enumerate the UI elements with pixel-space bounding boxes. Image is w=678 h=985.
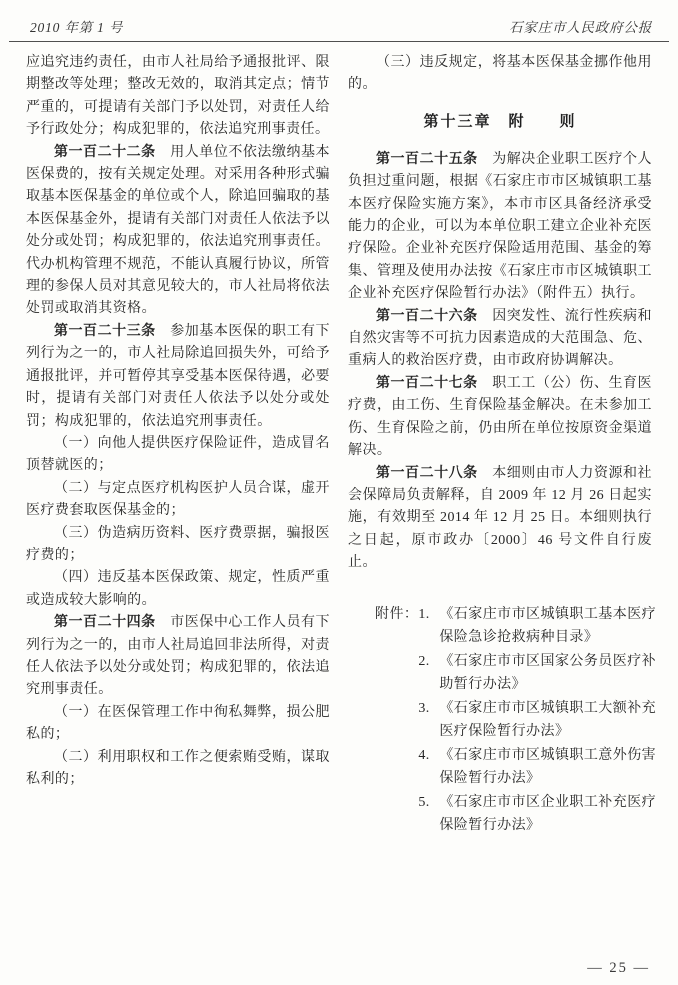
paragraph: 第一百二十七条 职工工（公）伤、生育医疗费，由工伤、生育保险基金解决。在未参加工伤、生育保险之前，仍由所在单位按原资金渠道解决。 [348, 375, 652, 459]
attachment-item [418, 791, 658, 838]
paragraph: 第一百二十五条 为解决企业职工医疗个人负担过重问题，根据《石家庄市市区城镇职工基本医疗保险实施方案》，本市市区具备经济承受能力的企业，可以为本单位职工建立企业补充医疗保险。企业补充医疗保险适用范围、基金的筹集、管理及使用办法按《石家庄市市区城镇职工企业补充医疗保险暂行办法》（附件五）执行。 [348, 151, 652, 302]
paragraph: 应追究违约责任，由市人社局给予通报批评、限期整改等处理；整改无效的，取消其定点；情节严重的，可提请有关部门予以处罚，对责任人给予行政处分；构成犯罪的，依法追究刑事责任。 [26, 55, 330, 138]
article-number: 第一百二十四条 [54, 615, 156, 631]
attachment-number: 3. [418, 700, 430, 716]
article-number: 第一百二十七条 [376, 375, 478, 391]
paragraph: （一）向他人提供医疗保险证件，造成冒名顶替就医的； [26, 435, 330, 474]
content-columns [0, 42, 678, 838]
paragraph: 第一百二十二条 用人单位不依法缴纳基本医保费的，按有关规定处理。对采用各种形式骗取基本医保基金的单位或个人，除追回骗取的基本医保基金外，提请有关部门对责任人依法予以处分或处罚；构成犯罪的，依法追究刑事责任。代办机构管理不规范，不能认真履行协议，所管理的参保人员对其意见较大的，市人社局将依法处罚或取消其资格。 [26, 144, 330, 317]
header-gazette-title: 石家庄市人民政府公报 [509, 20, 652, 35]
attachments-label: 附件： [375, 606, 419, 622]
attachments-list [418, 603, 658, 838]
attachment-number: 5. [418, 794, 430, 810]
paragraph: 第一百二十六条 因突发性、流行性疾病和自然灾害等不可抗力因素造成的大范围急、危、重病人的救治医疗费，由市政府协调解决。 [348, 308, 652, 369]
paragraph: 第一百二十四条 市医保中心工作人员有下列行为之一的，由市人社局追回非法所得，对责任人依法予以处分或处罚；构成犯罪的，依法追究刑事责任。 [26, 615, 330, 698]
paragraph: （一）在医保管理工作中徇私舞弊，损公肥私的； [26, 704, 330, 743]
attachment-title: 《石家庄市市区国家公务员医疗补助暂行办法》 [439, 653, 657, 693]
page-header [0, 0, 678, 36]
attachment-title: 《石家庄市市区企业职工补充医疗保险暂行办法》 [439, 794, 657, 834]
attachment-item [418, 650, 658, 697]
attachment-number: 4. [418, 747, 430, 763]
article-number: 第一百二十五条 [376, 151, 478, 167]
attachment-title: 《石家庄市市区城镇职工大额补充医疗保险暂行办法》 [439, 700, 657, 740]
article-number: 第一百二十八条 [376, 465, 478, 481]
paragraph: 第一百二十八条 本细则由市人力资源和社会保障局负责解释，自 2009 年 12 月 26 日起实施，有效期至 2014 年 12 月 25 日。本细则执行之日起，原市政办〔2000〕46 号文件自行废止。 [348, 465, 652, 571]
attachments-block [348, 603, 657, 838]
paragraph: （二）与定点医疗机构医护人员合谋，虚开医疗费套取医保基金的； [26, 480, 330, 519]
paragraph: （三）伪造病历资料、医疗费票据，骗报医疗费的； [26, 525, 330, 563]
chapter-heading: 第十三章 附 则 [423, 113, 577, 130]
attachment-number: 2. [418, 653, 430, 669]
attachment-number: 1. [418, 606, 430, 622]
page-number: — 25 — [587, 960, 650, 976]
paragraph: （四）违反基本医保政策、规定，性质严重或造成较大影响的。 [26, 570, 330, 608]
attachment-title: 《石家庄市市区城镇职工意外伤害保险暂行办法》 [439, 747, 657, 787]
article-number: 第一百二十六条 [376, 308, 478, 324]
left-column [26, 52, 330, 838]
paragraph: 第一百二十三条 参加基本医保的职工有下列行为之一的，市人社局除追回损失外，可给予通报批评，并可暂停其享受基本医保待遇，必要时，提请有关部门对责任人依法予以处分或处罚；构成犯罪的，依法追究刑事责任。 [26, 323, 330, 429]
page-footer [587, 960, 650, 977]
header-issue-number: 2010 年第 1 号 [30, 20, 124, 35]
article-number: 第一百二十二条 [54, 144, 156, 160]
article-number: 第一百二十三条 [54, 323, 156, 339]
right-column [348, 52, 657, 838]
attachment-item [418, 744, 658, 791]
attachment-item [418, 603, 658, 650]
attachment-title: 《石家庄市市区城镇职工基本医疗保险急诊抢救病种目录》 [439, 606, 657, 646]
attachment-item [418, 697, 658, 744]
paragraph: （二）利用职权和工作之便索贿受贿，谋取私利的； [26, 749, 330, 787]
paragraph: （三）违反规定，将基本医保基金挪作他用的。 [348, 55, 652, 93]
